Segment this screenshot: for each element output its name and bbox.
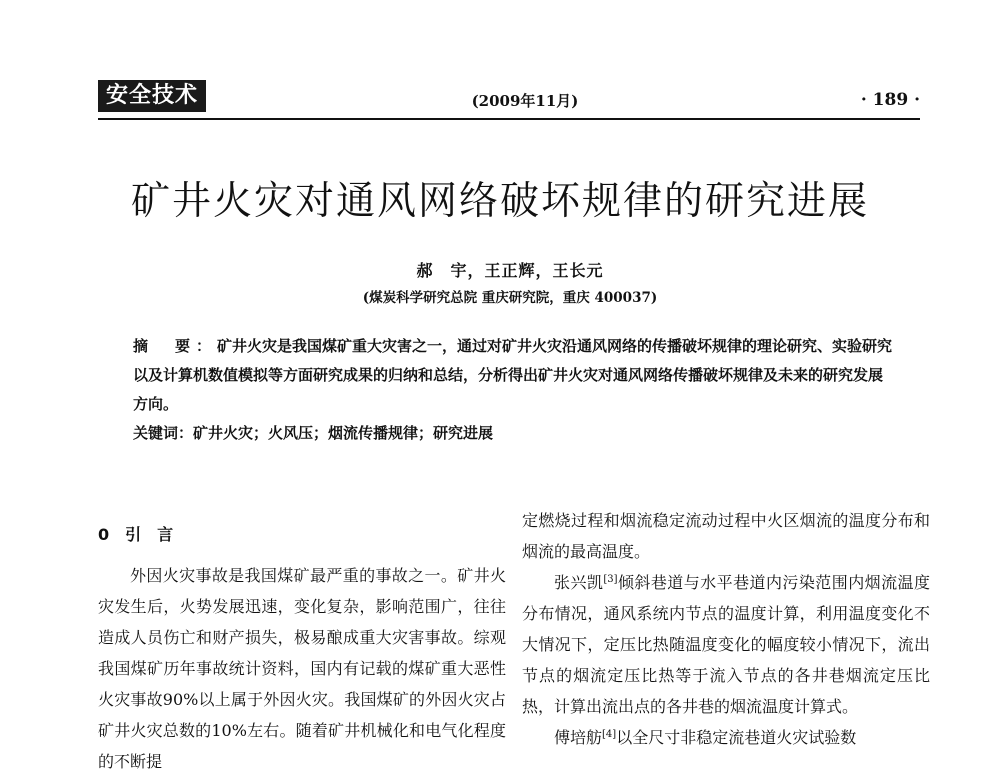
right-column bbox=[522, 505, 930, 753]
abstract bbox=[133, 332, 893, 419]
right-paragraph-3 bbox=[522, 722, 930, 753]
keywords-label: 关键词： bbox=[133, 424, 194, 442]
abstract-label: 摘 要： bbox=[133, 337, 218, 355]
left-column bbox=[98, 505, 506, 777]
citation-author-3: 张兴凯 bbox=[554, 573, 604, 592]
abstract-text: 矿井火灾是我国煤矿重大灾害之一，通过对矿井火灾沿通风网络的传播破坏规律的理论研究、实验研究以及计算机数值模拟等方面研究成果的归纳和总结，分析得出矿井火灾对通风网络传播破坏规律及未来的研究发展方向。 bbox=[133, 337, 893, 413]
article-affiliation: (煤炭科学研究总院 重庆研究院，重庆 400037) bbox=[362, 290, 658, 306]
right-paragraph-2 bbox=[522, 567, 930, 722]
citation-author-4: 傅培舫 bbox=[554, 728, 603, 747]
intro-paragraph: 外因火灾事故是我国煤矿最严重的事故之一。矿井火灾发生后，火势发展迅速，变化复杂，影响范围广，往往造成人员伤亡和财产损失，极易酿成重大灾害事故。综观我国煤矿历年事故统计资料，国内有记载的煤矿重大恶性火灾事故90%以上属于外因火灾。我国煤矿的外因火灾占矿井火灾总数的10%左右。随着矿井机械化和电气化程度的不断提 bbox=[98, 566, 506, 771]
citation-ref-3: [3] bbox=[603, 574, 618, 585]
section-label: 安全技术 bbox=[98, 80, 206, 112]
right-paragraph-2-text: 倾斜巷道与水平巷道内污染范围内烟流温度分布情况，通风系统内节点的温度计算，利用温度变化不大情况下，定压比热随温度变化的幅度较小情况下，流出节点的烟流定压比热等于流入节点的各井巷烟流定压比热，计算出流出点的各井巷的烟流温度计算式。 bbox=[522, 573, 930, 716]
page-number: · 189 · bbox=[860, 90, 920, 110]
keywords-text: 矿井火灾；火风压；烟流传播规律；研究进展 bbox=[193, 424, 494, 442]
issue-date: (2009年11月) bbox=[471, 92, 579, 110]
right-paragraph-3-text: 以全尺寸非稳定流巷道火灾试验数 bbox=[616, 728, 857, 747]
article-title: 矿井火灾对通风网络破坏规律的研究进展 bbox=[130, 179, 869, 224]
right-paragraph-1: 定燃烧过程和烟流稳定流动过程中火区烟流的温度分布和烟流的最高温度。 bbox=[522, 511, 930, 561]
article-authors: 郝 宇，王正辉，王长元 bbox=[416, 261, 604, 280]
section-heading: 0 引 言 bbox=[98, 525, 174, 544]
header-rule bbox=[98, 118, 920, 120]
citation-ref-4: [4] bbox=[602, 729, 617, 740]
keywords bbox=[133, 419, 893, 448]
